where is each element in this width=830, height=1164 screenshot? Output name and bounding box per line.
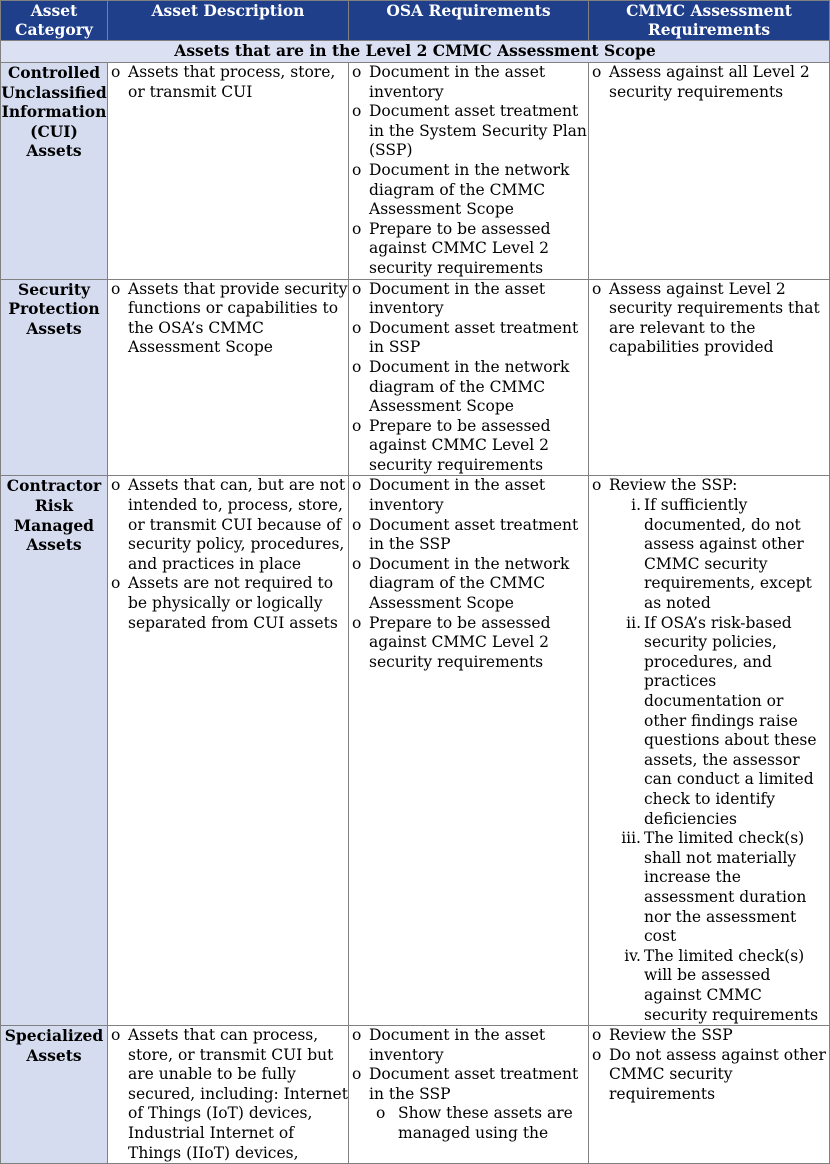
item-text: The limited check(s) shall not materially increase the assessment duration nor the assessment cost — [644, 829, 807, 946]
list-item: o Document in the asset inventory — [349, 1026, 588, 1065]
numbered-item — [609, 947, 829, 1025]
review-ssp-lead: Review the SSP: — [609, 476, 738, 495]
item-number: ii. — [626, 613, 641, 632]
item-number: iii. — [621, 829, 641, 848]
item-number: i. — [631, 496, 641, 515]
numbered-item — [609, 829, 829, 947]
list-item: o Assets that process, store, or transmit CUI — [108, 63, 348, 102]
list-item: o Document asset treatment in the SSP — [349, 1065, 588, 1104]
item-text: If sufficiently documented, do not assess against other CMMC security requirements, except as noted — [644, 496, 812, 613]
table-row — [1, 476, 830, 1026]
list-item: o Document in the network diagram of the CMMC Assessment Scope — [349, 358, 588, 417]
item-text: The limited check(s) will be assessed against CMMC security requirements — [644, 946, 819, 1024]
item-text: If OSA’s risk-based security policies, procedures, and practices documentation or other findings raise questions about these assets, the assessor can conduct a limited check to identify deficiencies — [644, 613, 817, 828]
table-row — [1, 1026, 830, 1164]
sub-list — [349, 1104, 588, 1143]
list-item: o Document asset treatment in the System Security Plan (SSP) — [349, 102, 588, 161]
osa-cell — [349, 63, 589, 280]
cmmc-cell — [589, 476, 830, 1026]
category-cell: Controlled Unclassified Information (CUI) Assets — [1, 63, 108, 280]
list-item: o Document asset treatment in SSP — [349, 319, 588, 358]
osa-cell — [349, 279, 589, 476]
numbered-item — [609, 614, 829, 830]
header-cmmc-assessment-requirements: CMMC Assessment Requirements — [589, 1, 830, 41]
description-cell — [108, 63, 349, 280]
numbered-item — [609, 496, 829, 614]
list-item: o Document in the asset inventory — [349, 63, 588, 102]
sub-list-item: o Show these assets are managed using the — [349, 1104, 588, 1143]
list-item: o Document in the asset inventory — [349, 280, 588, 319]
list-item: o Document asset treatment in the SSP — [349, 516, 588, 555]
scope-title: Assets that are in the Level 2 CMMC Assessment Scope — [1, 41, 830, 63]
numbered-list — [609, 496, 829, 1025]
category-cell: Specialized Assets — [1, 1026, 108, 1164]
table-row — [1, 63, 830, 280]
cmmc-cell — [589, 1026, 830, 1164]
cmmc-cell — [589, 279, 830, 476]
scope-row — [1, 41, 830, 63]
osa-cell — [349, 476, 589, 1026]
header-osa-requirements: OSA Requirements — [349, 1, 589, 41]
list-item: o Assess against Level 2 security requirements that are relevant to the capabilities provided — [589, 280, 829, 358]
list-item: o Assets that can, but are not intended to, process, store, or transmit CUI because of security policy, procedures, and practices in place — [108, 476, 348, 574]
description-cell — [108, 476, 349, 1026]
list-item: o Assets that can process, store, or transmit CUI but are unable to be fully secured, including: Internet of Things (IoT) devices, Industrial Internet of Things (IIoT) devices, — [108, 1026, 348, 1163]
description-cell — [108, 1026, 349, 1164]
table-row — [1, 279, 830, 476]
category-cell: Contractor Risk Managed Assets — [1, 476, 108, 1026]
list-item: o Assets are not required to be physically or logically separated from CUI assets — [108, 574, 348, 633]
item-number: iv. — [624, 946, 641, 965]
list-item: o Assets that provide security functions or capabilities to the OSA’s CMMC Assessment Scope — [108, 280, 348, 358]
list-item: o Prepare to be assessed against CMMC Level 2 security requirements — [349, 614, 588, 673]
list-item: o Assess against all Level 2 security requirements — [589, 63, 829, 102]
list-item: o Document in the asset inventory — [349, 476, 588, 515]
list-item: o Prepare to be assessed against CMMC Level 2 security requirements — [349, 417, 588, 476]
list-item: o Do not assess against other CMMC security requirements — [589, 1046, 829, 1105]
list-item: o Prepare to be assessed against CMMC Level 2 security requirements — [349, 220, 588, 279]
category-cell: Security Protection Assets — [1, 279, 108, 476]
header-asset-category: Asset Category — [1, 1, 108, 41]
list-item: o Review the SSP — [589, 1026, 829, 1046]
list-item: o Document in the network diagram of the CMMC Assessment Scope — [349, 555, 588, 614]
description-cell — [108, 279, 349, 476]
header-row — [1, 1, 830, 41]
list-item — [589, 476, 829, 1025]
list-item: o Document in the network diagram of the CMMC Assessment Scope — [349, 161, 588, 220]
cmmc-cell — [589, 63, 830, 280]
osa-cell — [349, 1026, 589, 1164]
header-asset-description: Asset Description — [108, 1, 349, 41]
